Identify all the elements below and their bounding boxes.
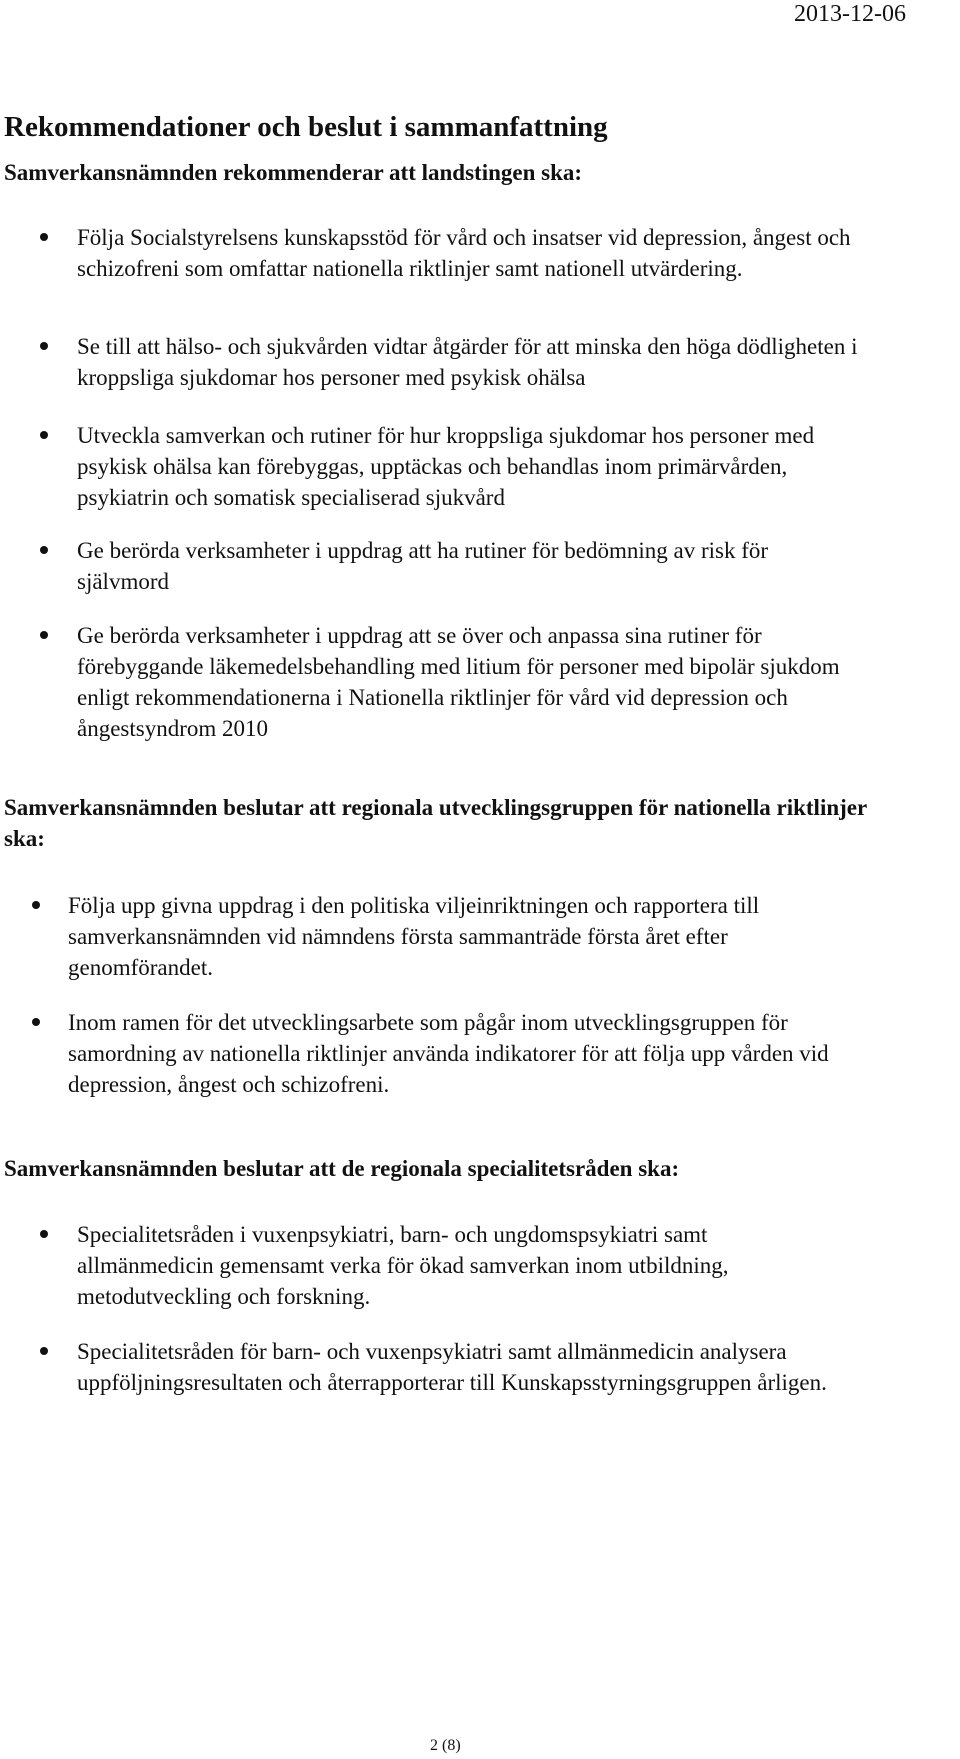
bullet-icon (40, 631, 48, 639)
list-item-text: Följa upp givna uppdrag i den politiska viljeinriktningen och rapportera till samverkansnämnden vid nämndens första sammanträde första året efter genomförandet. (68, 893, 760, 980)
list-item-text: Utveckla samverkan och rutiner för hur kroppsliga sjukdomar hos personer med psykisk ohälsa kan förebyggas, upptäckas och behandlas inom primärvården, psykiatrin och somatisk specialiserad sjukvård (77, 423, 815, 510)
list-item-text: Följa Socialstyrelsens kunskapsstöd för vård och insatser vid depression, ångest och schizofreni som omfattar nationella riktlinjer samt nationell utvärdering. (77, 225, 851, 281)
list-item-text: Specialitetsråden i vuxenpsykiatri, barn- och ungdomspsykiatri samt allmänmedicin gemensamt verka för ökad samverkan inom utbildning, metodutveckling och forskning. (77, 1222, 729, 1309)
bullet-icon (40, 342, 48, 350)
bullet-icon (32, 901, 40, 909)
list-item-text: Inom ramen för det utvecklingsarbete som pågår inom utvecklingsgruppen för samordning av nationella riktlinjer använda indikatorer för att följa upp vården vid depression, ångest och schizofreni. (68, 1010, 829, 1097)
page-date: 2013-12-06 (794, 1, 906, 27)
list-item-text: Ge berörda verksamheter i uppdrag att ha rutiner för bedömning av risk för självmord (77, 538, 769, 594)
bullet-icon (40, 233, 48, 241)
bullet-icon (40, 546, 48, 554)
list-item-text: Se till att hälso- och sjukvården vidtar åtgärder för att minska den höga dödligheten i kroppsliga sjukdomar hos personer med psykisk ohälsa (77, 334, 858, 390)
page-number: 2 (8) (430, 1737, 461, 1754)
bullet-icon (40, 1230, 48, 1238)
bullet-icon (32, 1018, 40, 1026)
section-heading: Samverkansnämnden beslutar att de regionala specialitetsråden ska: (4, 1156, 680, 1181)
list-item-text: Specialitetsråden för barn- och vuxenpsykiatri samt allmänmedicin analysera uppföljningsresultaten och återrapporterar till Kunskapsstyrningsgruppen årligen. (77, 1339, 827, 1395)
section-heading: Samverkansnämnden rekommenderar att landstingen ska: (4, 160, 583, 185)
section-heading: Samverkansnämnden beslutar att regionala utvecklingsgruppen för nationella riktlinjer ska: (4, 795, 867, 851)
bullet-icon (40, 1347, 48, 1355)
bullet-icon (40, 431, 48, 439)
page-title: Rekommendationer och beslut i sammanfattning (4, 111, 608, 143)
list-item-text: Ge berörda verksamheter i uppdrag att se över och anpassa sina rutiner för förebyggande läkemedelsbehandling med litium för personer med bipolär sjukdom enligt rekommendationerna i Nationella riktlinjer för vård vid depression och ångestsyndrom 2010 (77, 623, 840, 741)
